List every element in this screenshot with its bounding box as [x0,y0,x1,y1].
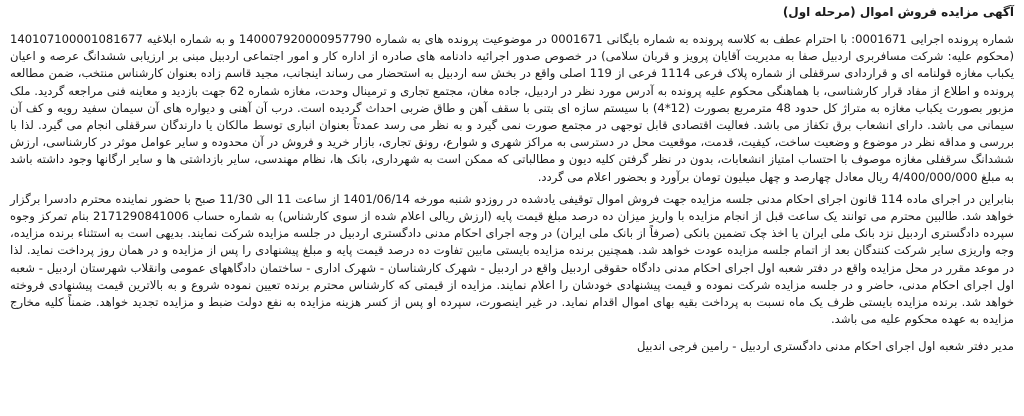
notice-paragraph-expert-appraisal: شماره پرونده اجرایی 0001671: با احترام عطف به کلاسه پرونده به شماره بایگانی 0001671 در موضوعیت پرونده های به شماره 140007920000957790 و به شماره ابلاغیه 140107100001081677 (محکوم علیه: شرکت مسافربری اردبیل صفا به مدیریت آقایان پرویز و قربان سلامی) در خصوص صدور اجرائیه دادنامه های صادره از اداره کار و امور اجتماعی اردبیل مبنی بر ارزیابی ششدانگ عرصه و اعیان یکباب مغازه قولنامه ای و قراردادی سرقفلی از شماره پلاک فرعی 1114 فرعی از 119 اصلی واقع در بخش سه اردبیل به استحضار می رساند اینجانب، مجید قاسم زاده بعنوان کارشناس منتخب، ضمن مطالعه پرونده و اطلاع از مفاد قرار کارشناسی، با هماهنگی محکوم علیه پرونده به آدرس مورد نظر در اردبیل، جاده مغان، مجتمع تجاری و ترمینال وحدت، مغازه شماره 62 جهت بازدید و معاینه فنی مراجعه گردید. ملک مزبور بصورت یکباب مغازه به متراژ کل حدود 48 مترمربع بصورت (12*4) با سیستم سازه ای بتنی با سقف آهن و طاق ضربی احداث گردیده است. درب آن آهنی و دیواره های آن سیمان سفید رویه و کف آن سیمانی می باشد. دارای انشعاب برق تکفاز می باشد. فعالیت اقتصادی قابل توجهی در مجتمع صورت نمی گیرد و به نظر می رسد عمدتاً بعنوان انباری توسط مالکان یا دارندگان سرقفلی انجام می گیرد. لذا با بررسی و مداقه نظر در موضوع و وضعیت ساخت، کیفیت، قدمت، موقعیت محل در دسترسی به مراکز شهری و شوارع، رونق تجاری، بازار خرید و فروش در آن محدوده و سایر عوامل موثر در کارشناسی، ارزش ششدانگ سرقفلی مغازه موصوف با احتساب امتیاز انشعابات، بدون در نظر گرفتن کلیه دیون و مطالباتی که ممکن است به شهرداری، بانک ها، نظام مهندسی، سایر بازداشتی ها و سایر ارگانها وجود داشته باشد به مبلغ 4/400/000/000 ریال معادل چهارصد و چهل میلیون تومان برآورد و بحضور اعلام می گردد. [10,32,1014,184]
notice-signature: مدیر دفتر شعبه اول اجرای احکام مدنی دادگستری اردبیل - رامین فرجی اندبیل [637,339,1014,354]
auction-notice [10,4,1014,355]
notice-title: آگهی مزایده فروش اموال (مرحله اول) [782,5,1014,19]
notice-paragraph-auction-terms: بنابراین در اجرای ماده 114 قانون اجرای احکام مدنی جلسه مزایده جهت فروش اموال توقیفی یادشده در روزدو شنبه مورخه 1401/06/14 از ساعت 11 الی 11/30 صبح با حضور نماینده محترم دادسرا برگزار خواهد شد. طالبین محترم می توانند یک ساعت قبل از انجام مزایده با واریز میزان ده درصد مبلغ قیمت پایه (ارزش ریالی اعلام شده از سوی کارشناس) به شماره حساب 2171290841006 بنام تمرکز وجوه سپرده دادگستری اردبیل نزد بانک ملی ایران یا اخذ چک تضمین بانکی (صرفاً از بانک ملی ایران) در وجه اجرای احکام مدنی دادگستری اردبیل در جلسه مزایده شرکت نمایند. بدیهی است به استثناء برنده مزایده، وجه واریزی سایر شرکت کنندگان بعد از اتمام جلسه مزایده عودت خواهد شد. همچنین برنده مزایده بایستی مابین تفاوت ده درصد قیمت پایه و مبلغ پیشنهادی را پس از مزایده و در همان روز پرداخت نماید. لذا در موعد مقرر در محل مزایده واقع در دفتر شعبه اول اجرای احکام مدنی دادگاه حقوقی اردبیل واقع در اردبیل - شهرک کارشناسان - شهرک اداری - ساختمان دادگاههای عمومی وانقلاب شهرستان اردبیل - شعبه اول اجرای احکام مدنی، حاضر و در جلسه مزایده شرکت نموده و قیمت پیشنهادی خودشان را اعلام نمایند. مزایده از قیمتی که کارشناس محترم برنده تعیین نموده شروع و به بالاترین قیمت پیشنهادی فروخته خواهد شد. برنده مزایده بایستی ظرف یک ماه نسبت به پرداخت بقیه بهای اموال اقدام نماید. در غیر اینصورت، سپرده او پس از کسر هزینه مزایده به نفع دولت ضبط و مزایده تجدید خواهد. ضمناً کلیه مخارج مزایده به عهده محکوم علیه می باشد. [10,191,1014,327]
